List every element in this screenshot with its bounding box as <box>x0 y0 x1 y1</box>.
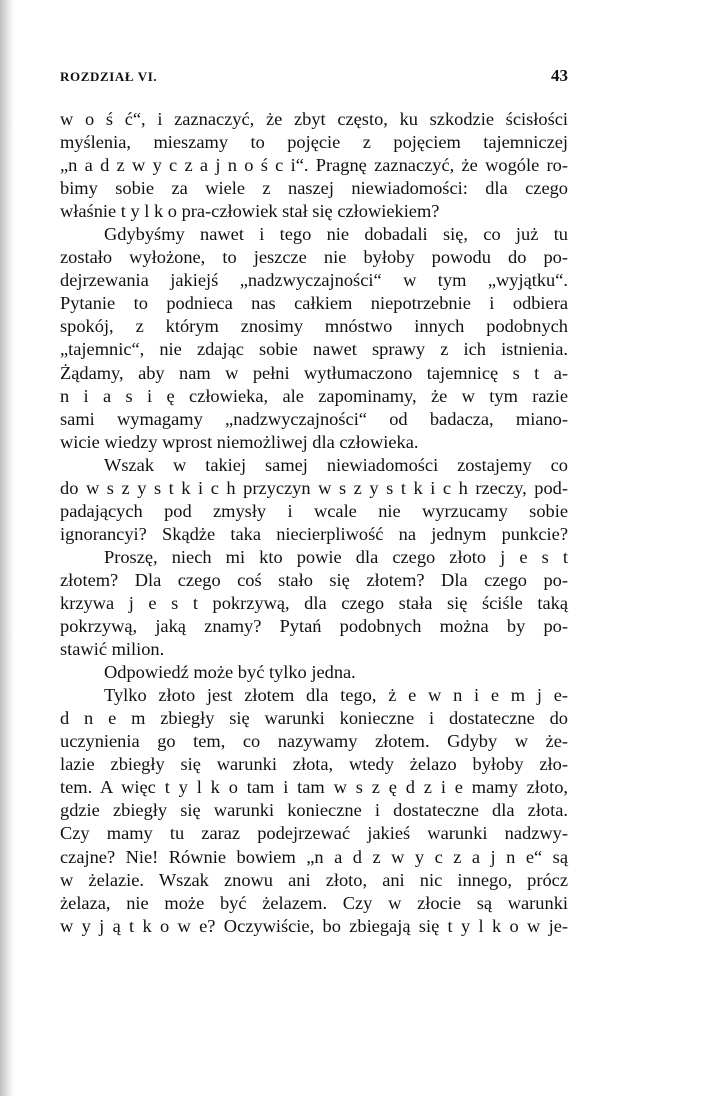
text-line: n i a s i ę człowieka, ale zapominamy, że w tym razie <box>60 385 568 406</box>
text-line: zostało wyłożone, to jeszcze nie byłoby powodu do po- <box>60 247 568 268</box>
text-line: sami wymagamy „nadzwyczajności“ od badacza, miano- <box>60 408 568 429</box>
running-head <box>60 66 568 90</box>
text-line: d n e m zbiegły się warunki konieczne i dostateczne do <box>60 708 568 729</box>
chapter-title: ROZDZIAŁ VI. <box>60 69 158 84</box>
text-line: bimy sobie za wiele z naszej niewiadomości: dla czego <box>60 178 568 199</box>
text-line: uczynienia go tem, co nazywamy złotem. Gdyby w że- <box>60 731 568 752</box>
text-line: ignorancyi? Skądże taka niecierpliwość na jednym punkcie? <box>60 523 568 544</box>
text-line: „tajemnic“, nie zdając sobie nawet sprawy z ich istnienia. <box>60 339 568 360</box>
text-line: „n a d z w y c z a j n o ś c i“. Pragnę zaznaczyć, że wogóle ro- <box>60 155 568 176</box>
text-line: Pytanie to podnieca nas całkiem niepotrzebnie i odbiera <box>60 293 568 314</box>
text-line: padających pod zmysły i wcale nie wyrzucamy sobie <box>60 500 568 521</box>
text-line: Tylko złoto jest złotem dla tego, ż e w n i e m j e- <box>104 685 568 706</box>
text-line: spokój, z którym znosimy mnóstwo innych podobnych <box>60 316 568 337</box>
text-line: myślenia, mieszamy to pojęcie z pojęciem tajemniczej <box>60 132 568 153</box>
text-line: pokrzywą, jaką znamy? Pytań podobnych można by po- <box>60 616 568 637</box>
text-line: w o ś ć“, i zaznaczyć, że zbyt często, ku szkodzie ścisłości <box>60 109 568 129</box>
text-line: w żelazie. Wszak znowu ani złoto, ani nic innego, prócz <box>60 869 568 890</box>
text-line: wicie wiedzy wprost niemożliwej dla człowieka. <box>60 431 419 452</box>
text-line: tem. A więc t y l k o tam i tam w s z ę d z i e mamy złoto, <box>60 777 568 798</box>
text-line: stawić milion. <box>60 639 165 660</box>
text-line: złotem? Dla czego coś stało się złotem? Dla czego po- <box>60 569 568 590</box>
text-line: gdzie zbiegły się warunki konieczne i dostateczne dla złota. <box>60 800 568 821</box>
page-binding-shadow <box>0 0 14 1096</box>
text-line: do w s z y s t k i c h przyczyn w s z y s t k i c h rzeczy, pod- <box>60 477 568 498</box>
page-number: 43 <box>551 66 568 85</box>
text-line: Czy mamy tu zaraz podejrzewać jakieś warunki nadzwy- <box>60 823 568 844</box>
text-line: lazie zbiegły się warunki złota, wtedy żelazo byłoby zło- <box>60 754 568 775</box>
text-line: dejrzewania jakiejś „nadzwyczajności“ w tym „wyjątku“. <box>60 270 568 291</box>
body-text <box>60 108 568 938</box>
text-line: właśnie t y l k o pra-człowiek stał się człowiekiem? <box>60 201 440 222</box>
text-line: Gdybyśmy nawet i tego nie dobadali się, co już tu <box>104 224 568 245</box>
text-line: czajne? Nie! Równie bowiem „n a d z w y c z a j n e“ są <box>60 846 568 867</box>
text-line: krzywa j e s t pokrzywą, dla czego stała się ściśle taką <box>60 592 568 613</box>
text-line: Proszę, niech mi kto powie dla czego złoto j e s t <box>104 546 568 567</box>
text-line: żelaza, nie może być żelazem. Czy w złocie są warunki <box>60 892 568 913</box>
text-line: Odpowiedź może być tylko jedna. <box>104 662 356 683</box>
text-line: Żądamy, aby nam w pełni wytłumaczono tajemnicę s t a- <box>60 362 568 383</box>
text-line: w y j ą t k o w e? Oczywiście, bo zbiegają się t y l k o w je- <box>60 915 568 936</box>
text-line: Wszak w takiej samej niewiadomości zostajemy co <box>104 454 568 475</box>
